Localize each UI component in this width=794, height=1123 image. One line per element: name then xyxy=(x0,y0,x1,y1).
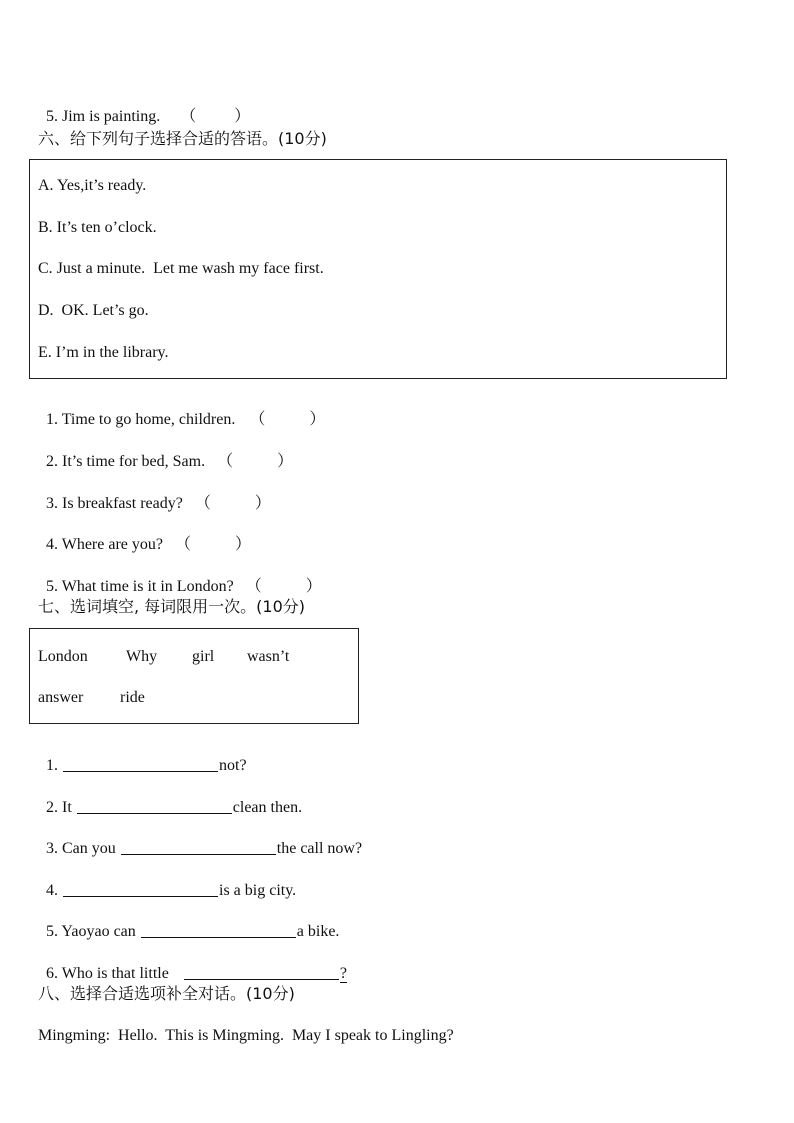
fill-in-suffix: ? xyxy=(339,965,347,982)
option-b: B. It’s ten o’clock. xyxy=(38,219,157,236)
option-a: A. Yes,it’s ready. xyxy=(38,177,147,194)
fill-in-suffix: not? xyxy=(219,757,247,774)
fill-in-suffix: a bike. xyxy=(296,923,340,940)
question-text: 2. It’s time for bed, Sam. xyxy=(46,453,206,470)
fill-in-item xyxy=(38,735,247,776)
fill-in-prefix: 6. Who is that little xyxy=(46,965,173,982)
question-text: 4. Where are you? xyxy=(46,536,163,553)
fill-in-blank[interactable] xyxy=(77,797,232,814)
paren-close: ） xyxy=(254,495,271,512)
fill-in-blank[interactable] xyxy=(141,921,296,938)
word-bank-item: Why xyxy=(126,648,158,665)
question-text: 3. Is breakfast ready? xyxy=(46,495,183,512)
word-bank-item: answer xyxy=(38,689,84,706)
question-item xyxy=(38,474,271,514)
section-8-title: 八、选择合适选项补全对话。(10分) xyxy=(38,984,295,1003)
option-c: C. Just a minute. Let me wash my face first. xyxy=(38,260,324,277)
section-7-title: 七、选词填空, 每词限用一次。(10分) xyxy=(38,597,306,616)
paren-close: ） xyxy=(234,108,251,125)
fill-in-blank[interactable] xyxy=(184,963,339,980)
word-bank-box xyxy=(29,628,359,724)
fill-in-suffix: the call now? xyxy=(276,840,363,857)
fill-in-item xyxy=(38,777,302,818)
section-6-title: 六、给下列句子选择合适的答语。(10分) xyxy=(38,129,327,148)
paren-open: （ xyxy=(194,495,211,512)
word-bank-item: ride xyxy=(120,689,145,706)
fill-in-blank[interactable] xyxy=(63,755,218,772)
question-item xyxy=(38,390,325,430)
word-bank-item: wasn’t xyxy=(247,648,290,665)
paren-close: ） xyxy=(235,536,252,553)
fill-in-blank[interactable] xyxy=(63,880,218,897)
fill-in-suffix: is a big city. xyxy=(219,882,297,899)
fill-in-prefix: 2. It xyxy=(46,799,76,816)
dialogue-line: Mingming: Hello. This is Mingming. May I speak to Lingling? xyxy=(38,1027,454,1044)
option-e: E. I’m in the library. xyxy=(38,344,169,361)
paren-open: （ xyxy=(180,108,197,125)
question-item xyxy=(38,87,250,127)
paren-open: （ xyxy=(249,411,266,428)
question-item xyxy=(38,432,293,472)
word-bank-item: girl xyxy=(192,648,215,665)
paren-open: （ xyxy=(174,536,191,553)
question-text: 5. What time is it in London? xyxy=(46,578,234,595)
fill-in-item xyxy=(38,901,339,942)
question-item xyxy=(38,557,322,597)
question-item xyxy=(38,515,251,555)
fill-in-item xyxy=(38,818,362,859)
fill-in-prefix: 4. xyxy=(46,882,62,899)
fill-in-blank[interactable] xyxy=(121,838,276,855)
fill-in-prefix: 5. Yaoyao can xyxy=(46,923,140,940)
fill-in-prefix: 3. Can you xyxy=(46,840,120,857)
paren-close: ） xyxy=(309,411,326,428)
paren-open: （ xyxy=(245,578,262,595)
word-bank-item: London xyxy=(38,648,88,665)
paren-open: （ xyxy=(217,453,234,470)
fill-in-item xyxy=(38,860,296,901)
paren-close: ） xyxy=(277,453,294,470)
paren-close: ） xyxy=(305,578,322,595)
question-text: 1. Time to go home, children. xyxy=(46,411,236,428)
option-d: D. OK. Let’s go. xyxy=(38,302,149,319)
options-box xyxy=(29,159,727,379)
question-text: 5. Jim is painting. xyxy=(46,108,161,125)
fill-in-item xyxy=(38,943,347,984)
fill-in-prefix: 1. xyxy=(46,757,62,774)
fill-in-suffix: clean then. xyxy=(232,799,303,816)
